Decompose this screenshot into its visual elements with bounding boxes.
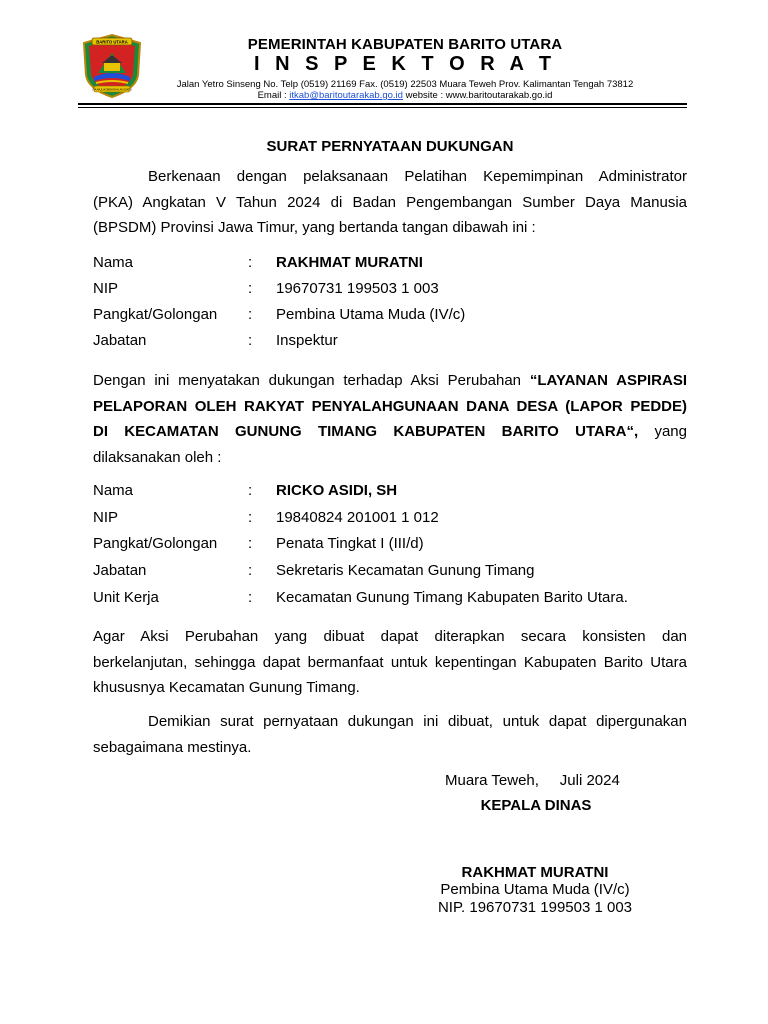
row-label: Jabatan xyxy=(93,562,147,579)
row-colon: : xyxy=(248,254,253,271)
purpose-paragraph xyxy=(93,624,687,701)
statement-text-3: yang xyxy=(654,423,687,440)
row-colon: : xyxy=(248,509,253,526)
implementer-row-rank xyxy=(93,535,687,555)
letterhead-office: I N S P E K T O R A T xyxy=(253,53,557,75)
row-colon: : xyxy=(248,482,253,499)
closing-line-1: Demikian surat pernyataan dukungan ini dibuat, untuk dapat dipergunakan xyxy=(148,713,687,730)
email-link[interactable]: itkab@baritoutarakab.go.id xyxy=(289,90,403,101)
signer-row-rank xyxy=(93,306,687,326)
row-value: 19840824 201001 1 012 xyxy=(276,509,439,526)
row-colon: : xyxy=(248,306,253,323)
closing-paragraph xyxy=(93,709,687,760)
implementer-row-position xyxy=(93,562,687,582)
statement-bold-3: DI KECAMATAN GUNUNG TIMANG KABUPATEN BARITO UTARA“, xyxy=(93,423,639,440)
row-colon: : xyxy=(248,535,253,552)
row-value: RAKHMAT MURATNI xyxy=(276,254,423,271)
statement-text-4: dilaksanakan oleh : xyxy=(93,448,222,466)
closing-line-2: sebagaimana mestinya. xyxy=(93,738,252,756)
intro-line-1: Berkenaan dengan pelaksanaan Pelatihan Kepemimpinan Administrator xyxy=(148,168,687,185)
row-label: NIP xyxy=(93,509,119,526)
implementer-row-nip xyxy=(93,509,687,529)
letterhead-rule-thick xyxy=(78,103,687,105)
row-label: Pangkat/Golongan xyxy=(93,306,218,323)
implementer-row-unit xyxy=(93,589,687,609)
email-prefix: Email : xyxy=(257,90,290,101)
intro-line-3: (BPSDM) Provinsi Jawa Timur, yang bertanda tangan dibawah ini : xyxy=(93,219,536,236)
intro-line-2: (PKA) Angkatan V Tahun 2024 di Badan Pengembangan Sumber Daya Manusia xyxy=(93,193,687,211)
row-label: NIP xyxy=(93,280,119,297)
row-value: Inspektur xyxy=(276,332,338,349)
letterhead-contact xyxy=(140,90,670,101)
row-value: Pembina Utama Muda (IV/c) xyxy=(276,306,466,323)
implementer-row-name xyxy=(93,482,687,502)
letterhead-rule-thin xyxy=(78,107,687,108)
statement-bold-2: PELAPORAN OLEH RAKYAT PENYALAHGUNAAN DANA DESA (LAPOR PEDDE) xyxy=(93,397,687,415)
row-value: RICKO ASIDI, SH xyxy=(276,482,398,499)
signature-rank: Pembina Utama Muda (IV/c) xyxy=(440,881,630,898)
barito-utara-logo xyxy=(80,33,144,99)
row-label: Pangkat/Golongan xyxy=(93,535,218,552)
website-text: website : www.baritoutarakab.go.id xyxy=(402,90,553,101)
letterhead-address: Jalan Yetro Sinseng No. Telp (0519) 21169 Fax. (0519) 22503 Muara Teweh Prov. Kalimantan Tengah 73812 xyxy=(176,79,634,90)
signer-row-name xyxy=(93,254,687,274)
signer-row-position xyxy=(93,332,687,352)
row-label: Unit Kerja xyxy=(93,589,159,606)
statement-paragraph xyxy=(93,368,687,470)
signature-nip: NIP. 19670731 199503 1 003 xyxy=(437,899,633,916)
statement-bold-1: “LAYANAN ASPIRASI xyxy=(529,372,687,389)
row-colon: : xyxy=(248,562,253,579)
place-date: Muara Teweh, Juli 2024 xyxy=(445,772,620,789)
letterhead-government: PEMERINTAH KABUPATEN BARITO UTARA xyxy=(247,36,563,53)
signature-position: KEPALA DINAS xyxy=(480,797,592,814)
purpose-line-1: Agar Aksi Perubahan yang dibuat dapat diterapkan secara konsisten dan xyxy=(93,628,687,645)
purpose-line-3: khususnya Kecamatan Gunung Timang. xyxy=(93,679,360,696)
signature-name: RAKHMAT MURATNI xyxy=(461,864,609,881)
document-title: SURAT PERNYATAAN DUKUNGAN xyxy=(266,138,514,155)
row-value: Kecamatan Gunung Timang Kabupaten Barito Utara. xyxy=(276,589,628,606)
row-label: Jabatan xyxy=(93,332,147,349)
intro-paragraph xyxy=(93,164,687,241)
row-colon: : xyxy=(248,589,253,606)
row-value: Sekretaris Kecamatan Gunung Timang xyxy=(276,562,535,579)
row-colon: : xyxy=(248,332,253,349)
statement-text-1: Dengan ini menyatakan dukungan terhadap Aksi Perubahan xyxy=(93,372,530,389)
row-label: Nama xyxy=(93,254,134,271)
row-label: Nama xyxy=(93,482,134,499)
logo-banner-text: BARITO UTARA xyxy=(96,39,128,45)
row-colon: : xyxy=(248,280,253,297)
purpose-line-2: berkelanjutan, sehingga dapat bermanfaat untuk kepentingan Kabupaten Barito Utara xyxy=(93,653,687,671)
signer-row-nip xyxy=(93,280,687,300)
row-value: Penata Tingkat I (III/d) xyxy=(276,535,424,552)
logo-motto-text: IYA MULIK BENGKALAN DATU xyxy=(92,87,132,92)
row-value: 19670731 199503 1 003 xyxy=(276,280,439,297)
